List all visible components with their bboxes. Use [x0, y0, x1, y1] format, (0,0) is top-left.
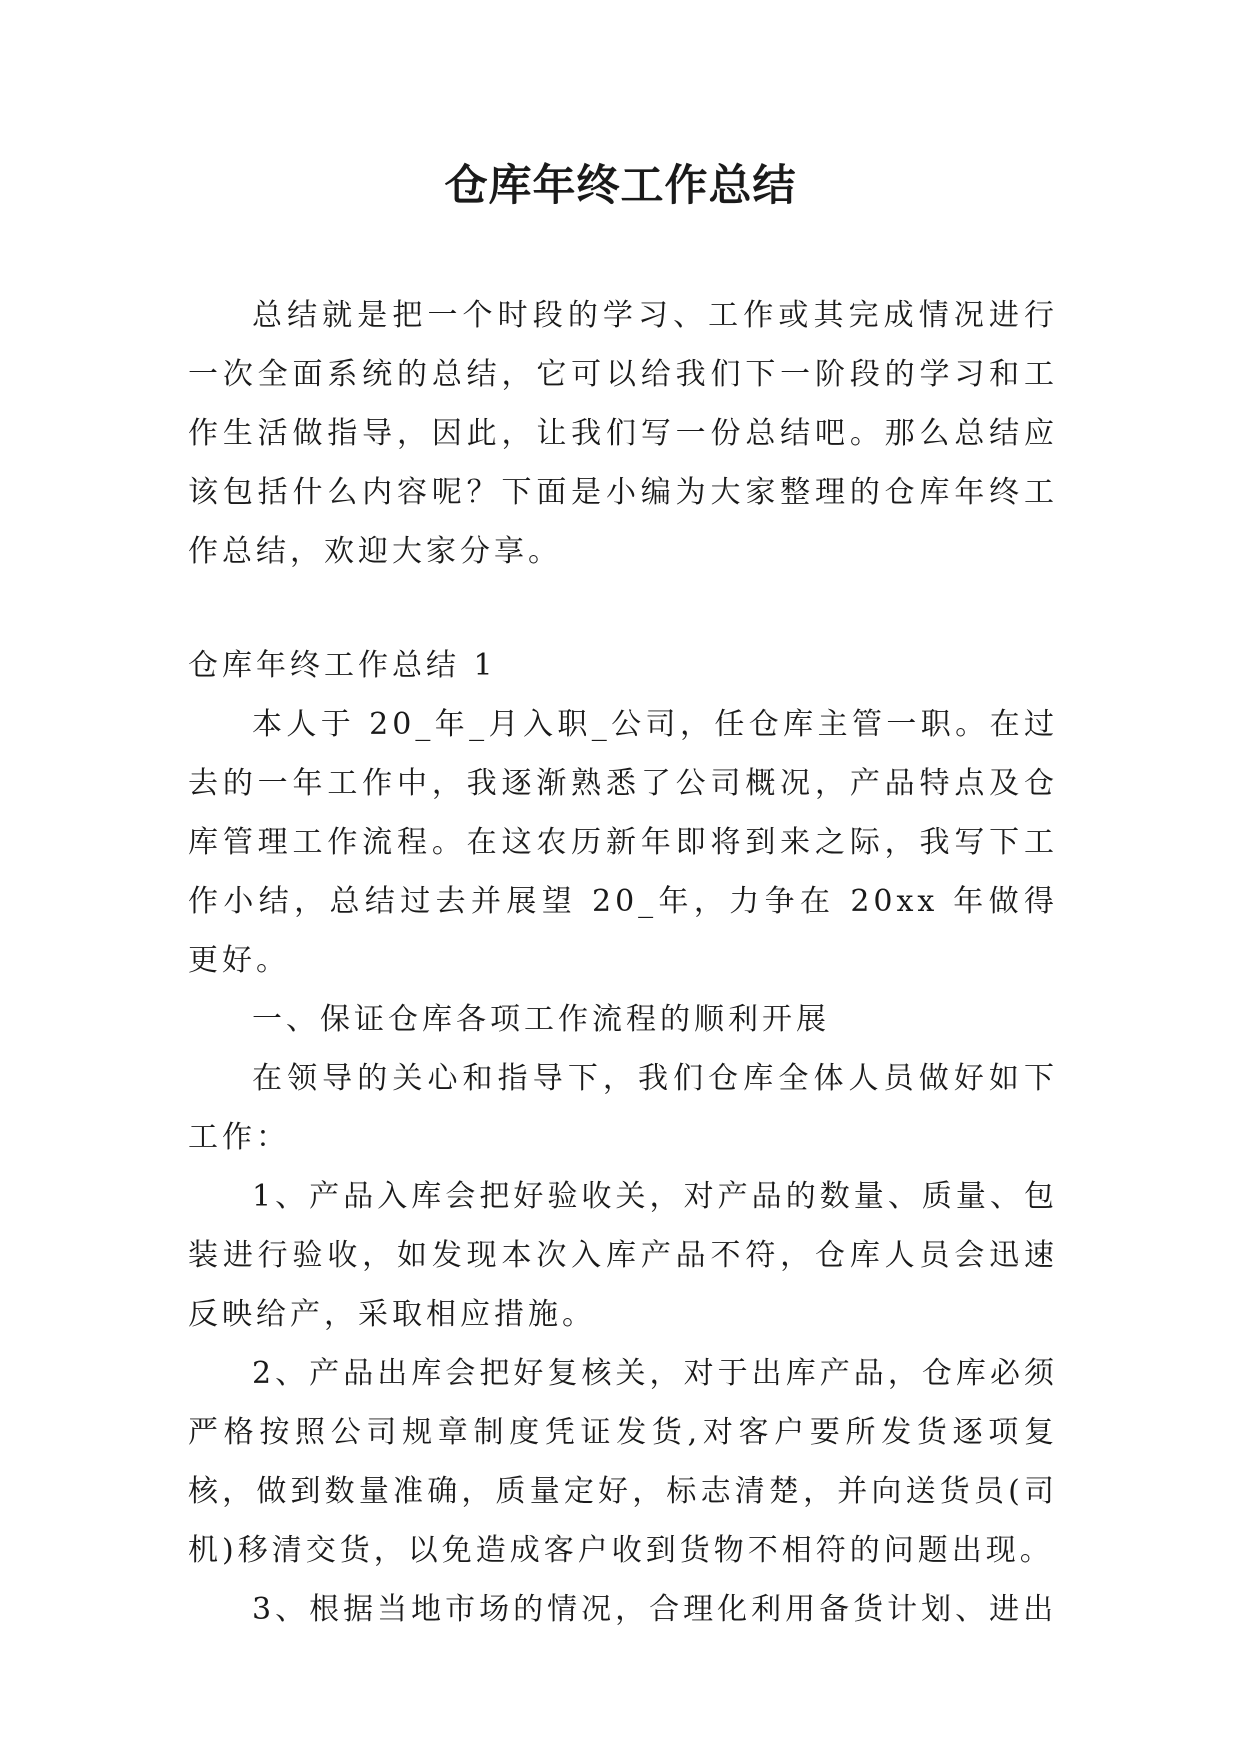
list-item-1: 1、产品入库会把好验收关，对产品的数量、质量、包装进行验收，如发现本次入库产品不符，仓库人员会迅速反映给产，采取相应措施。: [188, 1179, 1058, 1332]
intro-paragraph: 总结就是把一个时段的学习、工作或其完成情况进行一次全面系统的总结，它可以给我们下一阶段的学习和工作生活做指导，因此，让我们写一份总结吧。那么总结应该包括什么内容呢？下面是小编为大家整理的仓库年终工作总结，欢迎大家分享。: [188, 298, 1058, 569]
section-1: [188, 636, 1058, 1639]
document-title: 仓库年终工作总结: [444, 161, 797, 211]
section-heading: 仓库年终工作总结 1: [188, 648, 497, 683]
list-item-3: 3、根据当地市场的情况，合理化利用备货计划、进出: [252, 1592, 1058, 1627]
section-paragraph-2: 在领导的关心和指导下，我们仓库全体人员做好如下工作：: [188, 1061, 1058, 1155]
list-item-2: 2、产品出库会把好复核关，对于出库产品，仓库必须严格按照公司规章制度凭证发货,对客户要所发货逐项复核，做到数量准确，质量定好，标志清楚，并向送货员(司机)移清交货，以免造成客户收到货物不相符的问题出现。: [188, 1356, 1058, 1568]
section-subheading: 一、保证仓库各项工作流程的顺利开展: [252, 1002, 830, 1037]
intro-block: [188, 286, 1058, 581]
section-paragraph-1: 本人于 20_年_月入职_公司，任仓库主管一职。在过去的一年工作中，我逐渐熟悉了公司概况，产品特点及仓库管理工作流程。在这农历新年即将到来之际，我写下工作小结，总结过去并展望 20_年，力争在 20xx 年做得更好。: [188, 707, 1058, 978]
